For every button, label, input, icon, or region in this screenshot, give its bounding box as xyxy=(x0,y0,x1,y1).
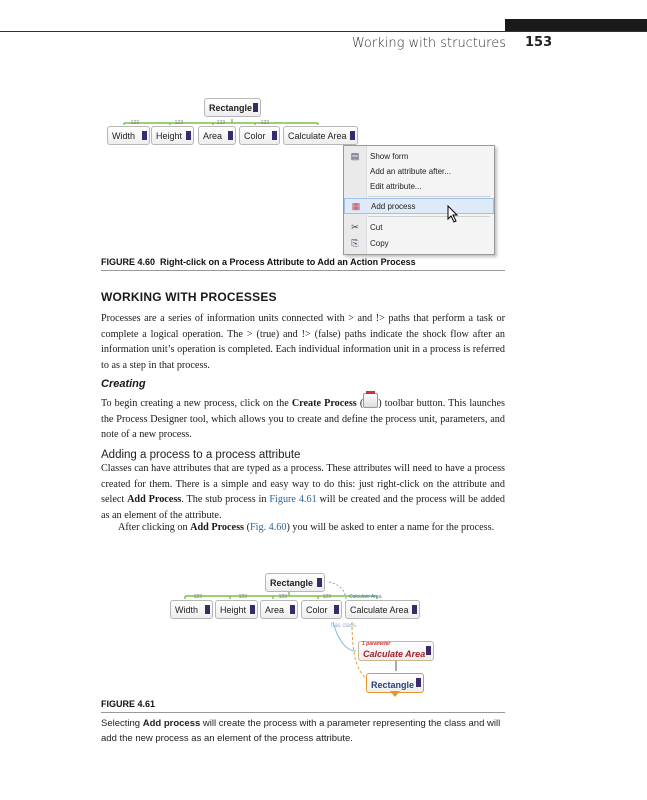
figure-61-label: FIGURE 4.61 xyxy=(101,699,156,709)
menu-item-show-form[interactable]: ▤ Show form xyxy=(344,148,494,164)
running-title: Working with structures xyxy=(351,36,506,51)
node-handle xyxy=(416,678,421,687)
node-handle xyxy=(205,605,210,614)
menu-separator xyxy=(368,216,490,217)
node-handle xyxy=(412,605,417,614)
fig60-node-area[interactable]: 123 Area xyxy=(198,126,236,145)
after-paragraph: After clicking on Add Process (Fig. 4.60) you will be asked to enter a name for the process. xyxy=(118,522,495,533)
node-handle xyxy=(350,131,355,140)
page-number: 153 xyxy=(525,35,553,50)
node-handle xyxy=(426,646,431,655)
node-handle xyxy=(317,578,322,587)
menu-item-cut[interactable]: ✂ Cut xyxy=(344,219,494,235)
node-handle xyxy=(250,605,255,614)
node-handle xyxy=(272,131,277,140)
menu-item-add-attribute[interactable]: Add an attribute after... xyxy=(370,166,451,176)
fig60-node-rectangle[interactable]: Rectangle xyxy=(204,98,261,117)
fig60-node-height[interactable]: 123 Height xyxy=(151,126,194,145)
figure-61-caption: Selecting Add process will create the process with a parameter representing the class and will add the new process as an element of the process attribute. xyxy=(101,718,501,744)
fig60-node-width[interactable]: 123 Width xyxy=(107,126,150,145)
header-rule xyxy=(0,31,647,32)
header-bar xyxy=(505,19,647,31)
intro-paragraph: Processes are a series of information units connected with > and !> paths that perform a task or complete a logical operation. The > (true) and !> (false) paths indicate the shock flow after an information unit’s operation is completed. Each individual information unit in a process is referred to as a step in that process. xyxy=(101,313,505,371)
process-node-calculate-area[interactable]: 1 parameter Calculate Area xyxy=(358,641,434,661)
node-handle xyxy=(253,103,258,112)
scissors-icon: ✂ xyxy=(351,221,359,232)
has-class-edge-label: has class xyxy=(331,623,357,629)
fig61-node-area[interactable]: 123 Area xyxy=(260,600,298,619)
adding-paragraph: Classes can have attributes that are typed as a process. These attributes will need to have a process created for them. There is a simple and easy way to do this: just right-click on the attribute and select Add Process. The stub process in Figure 4.61 will be created and the process will be added as an element of the attribute. xyxy=(101,463,505,521)
menu-separator xyxy=(368,196,490,197)
creating-heading: Creating xyxy=(101,378,146,390)
figure-4-60-link[interactable]: Fig. 4.60 xyxy=(249,522,287,533)
fig61-node-width[interactable]: 123 Width xyxy=(170,600,213,619)
node-handle xyxy=(290,605,295,614)
menu-item-edit-attribute[interactable]: Edit attribute... xyxy=(370,181,422,191)
node-handle xyxy=(186,131,191,140)
creating-paragraph: To begin creating a new process, click on the Create Process ( ) toolbar button. This launches the Process Designer tool, which allows you to create and define the process unit, parameters, and note of a new process. xyxy=(101,393,505,443)
context-menu xyxy=(343,145,495,255)
adding-heading: Adding a process to a process attribute xyxy=(101,449,301,461)
mouse-cursor-icon xyxy=(447,205,461,223)
fig60-node-calculate-area[interactable]: Calculate Area xyxy=(283,126,358,145)
caption-rule xyxy=(101,270,505,271)
node-handle xyxy=(334,605,339,614)
menu-item-add-process[interactable]: ▦ Add process xyxy=(344,198,494,214)
expand-arrow-icon xyxy=(390,691,400,697)
fig61-node-calculate-area[interactable]: Calculate Area Calculate Area xyxy=(345,600,420,619)
class-node-rectangle[interactable]: Rectangle xyxy=(366,673,424,693)
process-icon: ▦ xyxy=(351,200,361,211)
form-icon: ▤ xyxy=(350,150,360,161)
node-handle xyxy=(142,131,147,140)
caption-rule xyxy=(101,712,505,713)
figure-60-caption: FIGURE 4.60 Right-click on a Process Attribute to Add an Action Process xyxy=(101,257,416,267)
fig60-node-color[interactable]: 123 Color xyxy=(239,126,280,145)
figure-4-61-link[interactable]: Figure 4.61 xyxy=(269,494,317,505)
fig61-node-color[interactable]: 123 Color xyxy=(301,600,342,619)
section-heading: WORKING WITH PROCESSES xyxy=(101,290,277,304)
copy-icon: ⎘ xyxy=(351,237,359,248)
node-handle xyxy=(228,131,233,140)
create-process-icon xyxy=(363,393,378,408)
fig61-node-height[interactable]: 123 Height xyxy=(215,600,258,619)
menu-item-copy[interactable]: ⎘ Copy xyxy=(344,235,494,251)
fig61-node-rectangle[interactable]: Rectangle xyxy=(265,573,325,592)
